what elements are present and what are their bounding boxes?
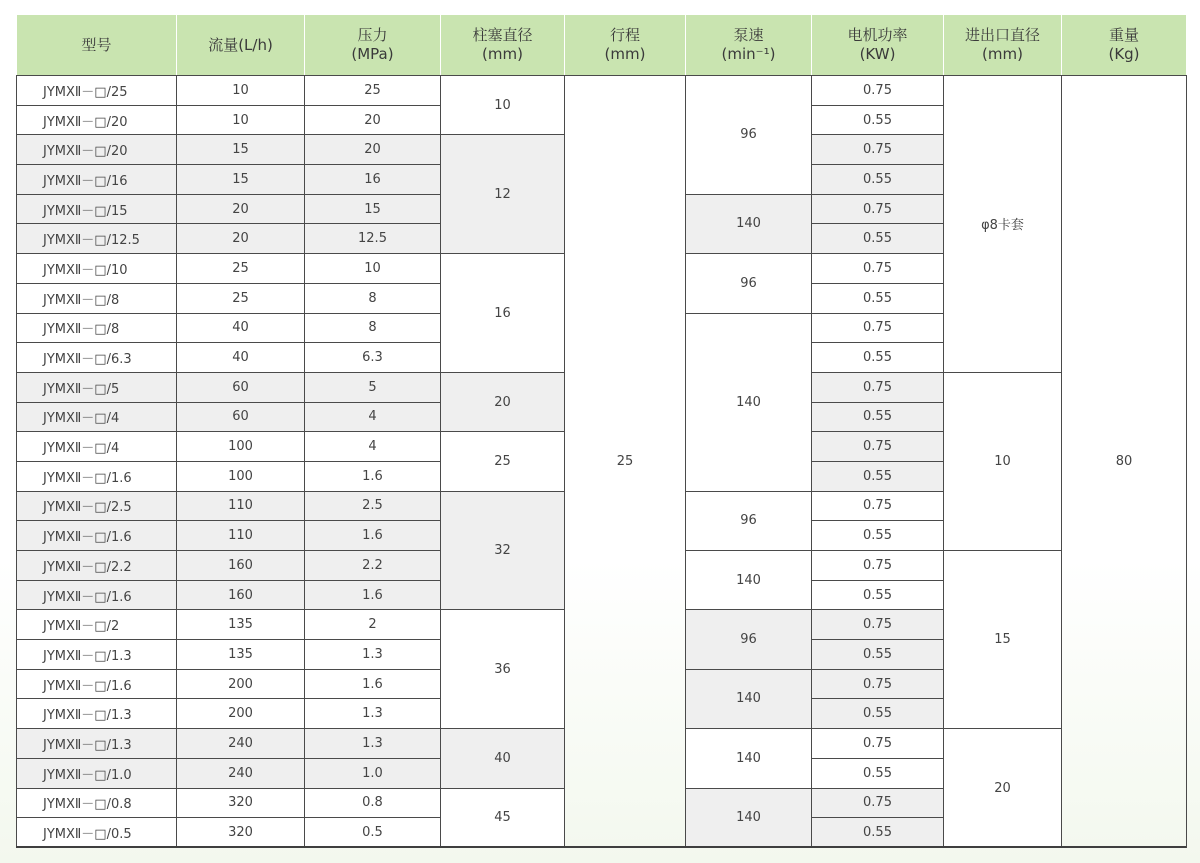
header-port-diameter: 进出口直径 (mm) bbox=[944, 15, 1062, 76]
power-cell: 0.75 bbox=[812, 194, 944, 224]
plunger-cell: 32 bbox=[441, 491, 565, 610]
model-cell: JYMXⅡ－□/1.0 bbox=[17, 758, 177, 788]
pump-speed-cell: 96 bbox=[686, 610, 812, 669]
model-cell: JYMXⅡ－□/15 bbox=[17, 194, 177, 224]
flow-cell: 110 bbox=[177, 491, 305, 521]
power-cell: 0.55 bbox=[812, 283, 944, 313]
power-cell: 0.75 bbox=[812, 76, 944, 106]
pump-speed-cell: 140 bbox=[686, 788, 812, 847]
power-cell: 0.75 bbox=[812, 135, 944, 165]
flow-cell: 100 bbox=[177, 461, 305, 491]
plunger-cell: 20 bbox=[441, 372, 565, 431]
flow-cell: 10 bbox=[177, 76, 305, 106]
pressure-cell: 5 bbox=[305, 372, 441, 402]
pressure-cell: 12.5 bbox=[305, 224, 441, 254]
plunger-cell: 12 bbox=[441, 135, 565, 254]
plunger-cell: 36 bbox=[441, 610, 565, 729]
model-cell: JYMXⅡ－□/20 bbox=[17, 135, 177, 165]
model-cell: JYMXⅡ－□/8 bbox=[17, 313, 177, 343]
stroke-cell: 25 bbox=[565, 76, 686, 848]
flow-cell: 160 bbox=[177, 580, 305, 610]
weight-cell: 80 bbox=[1062, 76, 1187, 848]
port-cell: φ8卡套 bbox=[944, 76, 1062, 373]
pressure-cell: 1.3 bbox=[305, 729, 441, 759]
pressure-cell: 1.0 bbox=[305, 758, 441, 788]
power-cell: 0.75 bbox=[812, 491, 944, 521]
pressure-cell: 1.6 bbox=[305, 521, 441, 551]
header-flow: 流量(L/h) bbox=[177, 15, 305, 76]
spec-table bbox=[16, 14, 1187, 848]
port-cell: 10 bbox=[944, 372, 1062, 550]
flow-cell: 200 bbox=[177, 669, 305, 699]
pressure-cell: 2 bbox=[305, 610, 441, 640]
model-cell: JYMXⅡ－□/12.5 bbox=[17, 224, 177, 254]
power-cell: 0.75 bbox=[812, 669, 944, 699]
pressure-cell: 20 bbox=[305, 105, 441, 135]
pump-speed-cell: 96 bbox=[686, 254, 812, 313]
model-cell: JYMXⅡ－□/16 bbox=[17, 165, 177, 195]
pump-speed-cell: 96 bbox=[686, 491, 812, 550]
pressure-cell: 0.5 bbox=[305, 818, 441, 848]
header-pressure: 压力 (MPa) bbox=[305, 15, 441, 76]
model-cell: JYMXⅡ－□/5 bbox=[17, 372, 177, 402]
table-bottom-rule bbox=[16, 846, 1186, 848]
pressure-cell: 25 bbox=[305, 76, 441, 106]
model-cell: JYMXⅡ－□/8 bbox=[17, 283, 177, 313]
model-cell: JYMXⅡ－□/25 bbox=[17, 76, 177, 106]
pressure-cell: 15 bbox=[305, 194, 441, 224]
power-cell: 0.75 bbox=[812, 729, 944, 759]
header-weight: 重量 (Kg) bbox=[1062, 15, 1187, 76]
model-cell: JYMXⅡ－□/2 bbox=[17, 610, 177, 640]
pressure-cell: 1.3 bbox=[305, 699, 441, 729]
pressure-cell: 0.8 bbox=[305, 788, 441, 818]
port-cell: 15 bbox=[944, 551, 1062, 729]
model-cell: JYMXⅡ－□/1.6 bbox=[17, 521, 177, 551]
pump-speed-cell: 140 bbox=[686, 551, 812, 610]
power-cell: 0.75 bbox=[812, 551, 944, 581]
plunger-cell: 45 bbox=[441, 788, 565, 847]
table-row bbox=[17, 76, 1187, 106]
pressure-cell: 16 bbox=[305, 165, 441, 195]
flow-cell: 200 bbox=[177, 699, 305, 729]
plunger-cell: 25 bbox=[441, 432, 565, 491]
flow-cell: 110 bbox=[177, 521, 305, 551]
power-cell: 0.55 bbox=[812, 758, 944, 788]
flow-cell: 10 bbox=[177, 105, 305, 135]
header-plunger-diameter: 柱塞直径 (mm) bbox=[441, 15, 565, 76]
flow-cell: 60 bbox=[177, 402, 305, 432]
model-cell: JYMXⅡ－□/0.5 bbox=[17, 818, 177, 848]
power-cell: 0.55 bbox=[812, 105, 944, 135]
power-cell: 0.75 bbox=[812, 432, 944, 462]
model-cell: JYMXⅡ－□/2.2 bbox=[17, 551, 177, 581]
pump-speed-cell: 96 bbox=[686, 76, 812, 195]
plunger-cell: 10 bbox=[441, 76, 565, 135]
power-cell: 0.55 bbox=[812, 461, 944, 491]
pressure-cell: 1.3 bbox=[305, 640, 441, 670]
pressure-cell: 1.6 bbox=[305, 580, 441, 610]
model-cell: JYMXⅡ－□/4 bbox=[17, 432, 177, 462]
flow-cell: 25 bbox=[177, 254, 305, 284]
header-motor-power: 电机功率 (KW) bbox=[812, 15, 944, 76]
model-cell: JYMXⅡ－□/1.6 bbox=[17, 580, 177, 610]
flow-cell: 240 bbox=[177, 729, 305, 759]
model-cell: JYMXⅡ－□/6.3 bbox=[17, 343, 177, 373]
pump-speed-cell: 140 bbox=[686, 729, 812, 788]
model-cell: JYMXⅡ－□/1.6 bbox=[17, 669, 177, 699]
pressure-cell: 1.6 bbox=[305, 461, 441, 491]
flow-cell: 15 bbox=[177, 165, 305, 195]
pressure-cell: 4 bbox=[305, 432, 441, 462]
header-model: 型号 bbox=[17, 15, 177, 76]
model-cell: JYMXⅡ－□/1.6 bbox=[17, 461, 177, 491]
pump-speed-cell: 140 bbox=[686, 669, 812, 728]
model-cell: JYMXⅡ－□/20 bbox=[17, 105, 177, 135]
model-cell: JYMXⅡ－□/1.3 bbox=[17, 729, 177, 759]
power-cell: 0.75 bbox=[812, 372, 944, 402]
header-stroke: 行程 (mm) bbox=[565, 15, 686, 76]
pressure-cell: 8 bbox=[305, 283, 441, 313]
model-cell: JYMXⅡ－□/10 bbox=[17, 254, 177, 284]
pressure-cell: 4 bbox=[305, 402, 441, 432]
model-cell: JYMXⅡ－□/4 bbox=[17, 402, 177, 432]
power-cell: 0.55 bbox=[812, 640, 944, 670]
flow-cell: 135 bbox=[177, 610, 305, 640]
port-cell: 20 bbox=[944, 729, 1062, 848]
model-cell: JYMXⅡ－□/0.8 bbox=[17, 788, 177, 818]
pressure-cell: 10 bbox=[305, 254, 441, 284]
flow-cell: 320 bbox=[177, 788, 305, 818]
power-cell: 0.55 bbox=[812, 224, 944, 254]
header-pump-speed: 泵速 (min⁻¹) bbox=[686, 15, 812, 76]
flow-cell: 320 bbox=[177, 818, 305, 848]
pressure-cell: 20 bbox=[305, 135, 441, 165]
pressure-cell: 8 bbox=[305, 313, 441, 343]
power-cell: 0.55 bbox=[812, 402, 944, 432]
flow-cell: 20 bbox=[177, 194, 305, 224]
header-row bbox=[17, 15, 1187, 76]
pressure-cell: 2.5 bbox=[305, 491, 441, 521]
flow-cell: 25 bbox=[177, 283, 305, 313]
pump-speed-cell: 140 bbox=[686, 194, 812, 253]
power-cell: 0.55 bbox=[812, 165, 944, 195]
model-cell: JYMXⅡ－□/1.3 bbox=[17, 640, 177, 670]
flow-cell: 40 bbox=[177, 313, 305, 343]
power-cell: 0.75 bbox=[812, 254, 944, 284]
flow-cell: 160 bbox=[177, 551, 305, 581]
flow-cell: 40 bbox=[177, 343, 305, 373]
pressure-cell: 6.3 bbox=[305, 343, 441, 373]
power-cell: 0.55 bbox=[812, 343, 944, 373]
model-cell: JYMXⅡ－□/2.5 bbox=[17, 491, 177, 521]
power-cell: 0.55 bbox=[812, 699, 944, 729]
pump-speed-cell: 140 bbox=[686, 313, 812, 491]
power-cell: 0.55 bbox=[812, 521, 944, 551]
plunger-cell: 16 bbox=[441, 254, 565, 373]
flow-cell: 100 bbox=[177, 432, 305, 462]
flow-cell: 60 bbox=[177, 372, 305, 402]
power-cell: 0.75 bbox=[812, 788, 944, 818]
power-cell: 0.75 bbox=[812, 313, 944, 343]
power-cell: 0.75 bbox=[812, 610, 944, 640]
power-cell: 0.55 bbox=[812, 818, 944, 848]
flow-cell: 240 bbox=[177, 758, 305, 788]
pressure-cell: 1.6 bbox=[305, 669, 441, 699]
power-cell: 0.55 bbox=[812, 580, 944, 610]
model-cell: JYMXⅡ－□/1.3 bbox=[17, 699, 177, 729]
flow-cell: 15 bbox=[177, 135, 305, 165]
plunger-cell: 40 bbox=[441, 729, 565, 788]
flow-cell: 20 bbox=[177, 224, 305, 254]
pressure-cell: 2.2 bbox=[305, 551, 441, 581]
flow-cell: 135 bbox=[177, 640, 305, 670]
